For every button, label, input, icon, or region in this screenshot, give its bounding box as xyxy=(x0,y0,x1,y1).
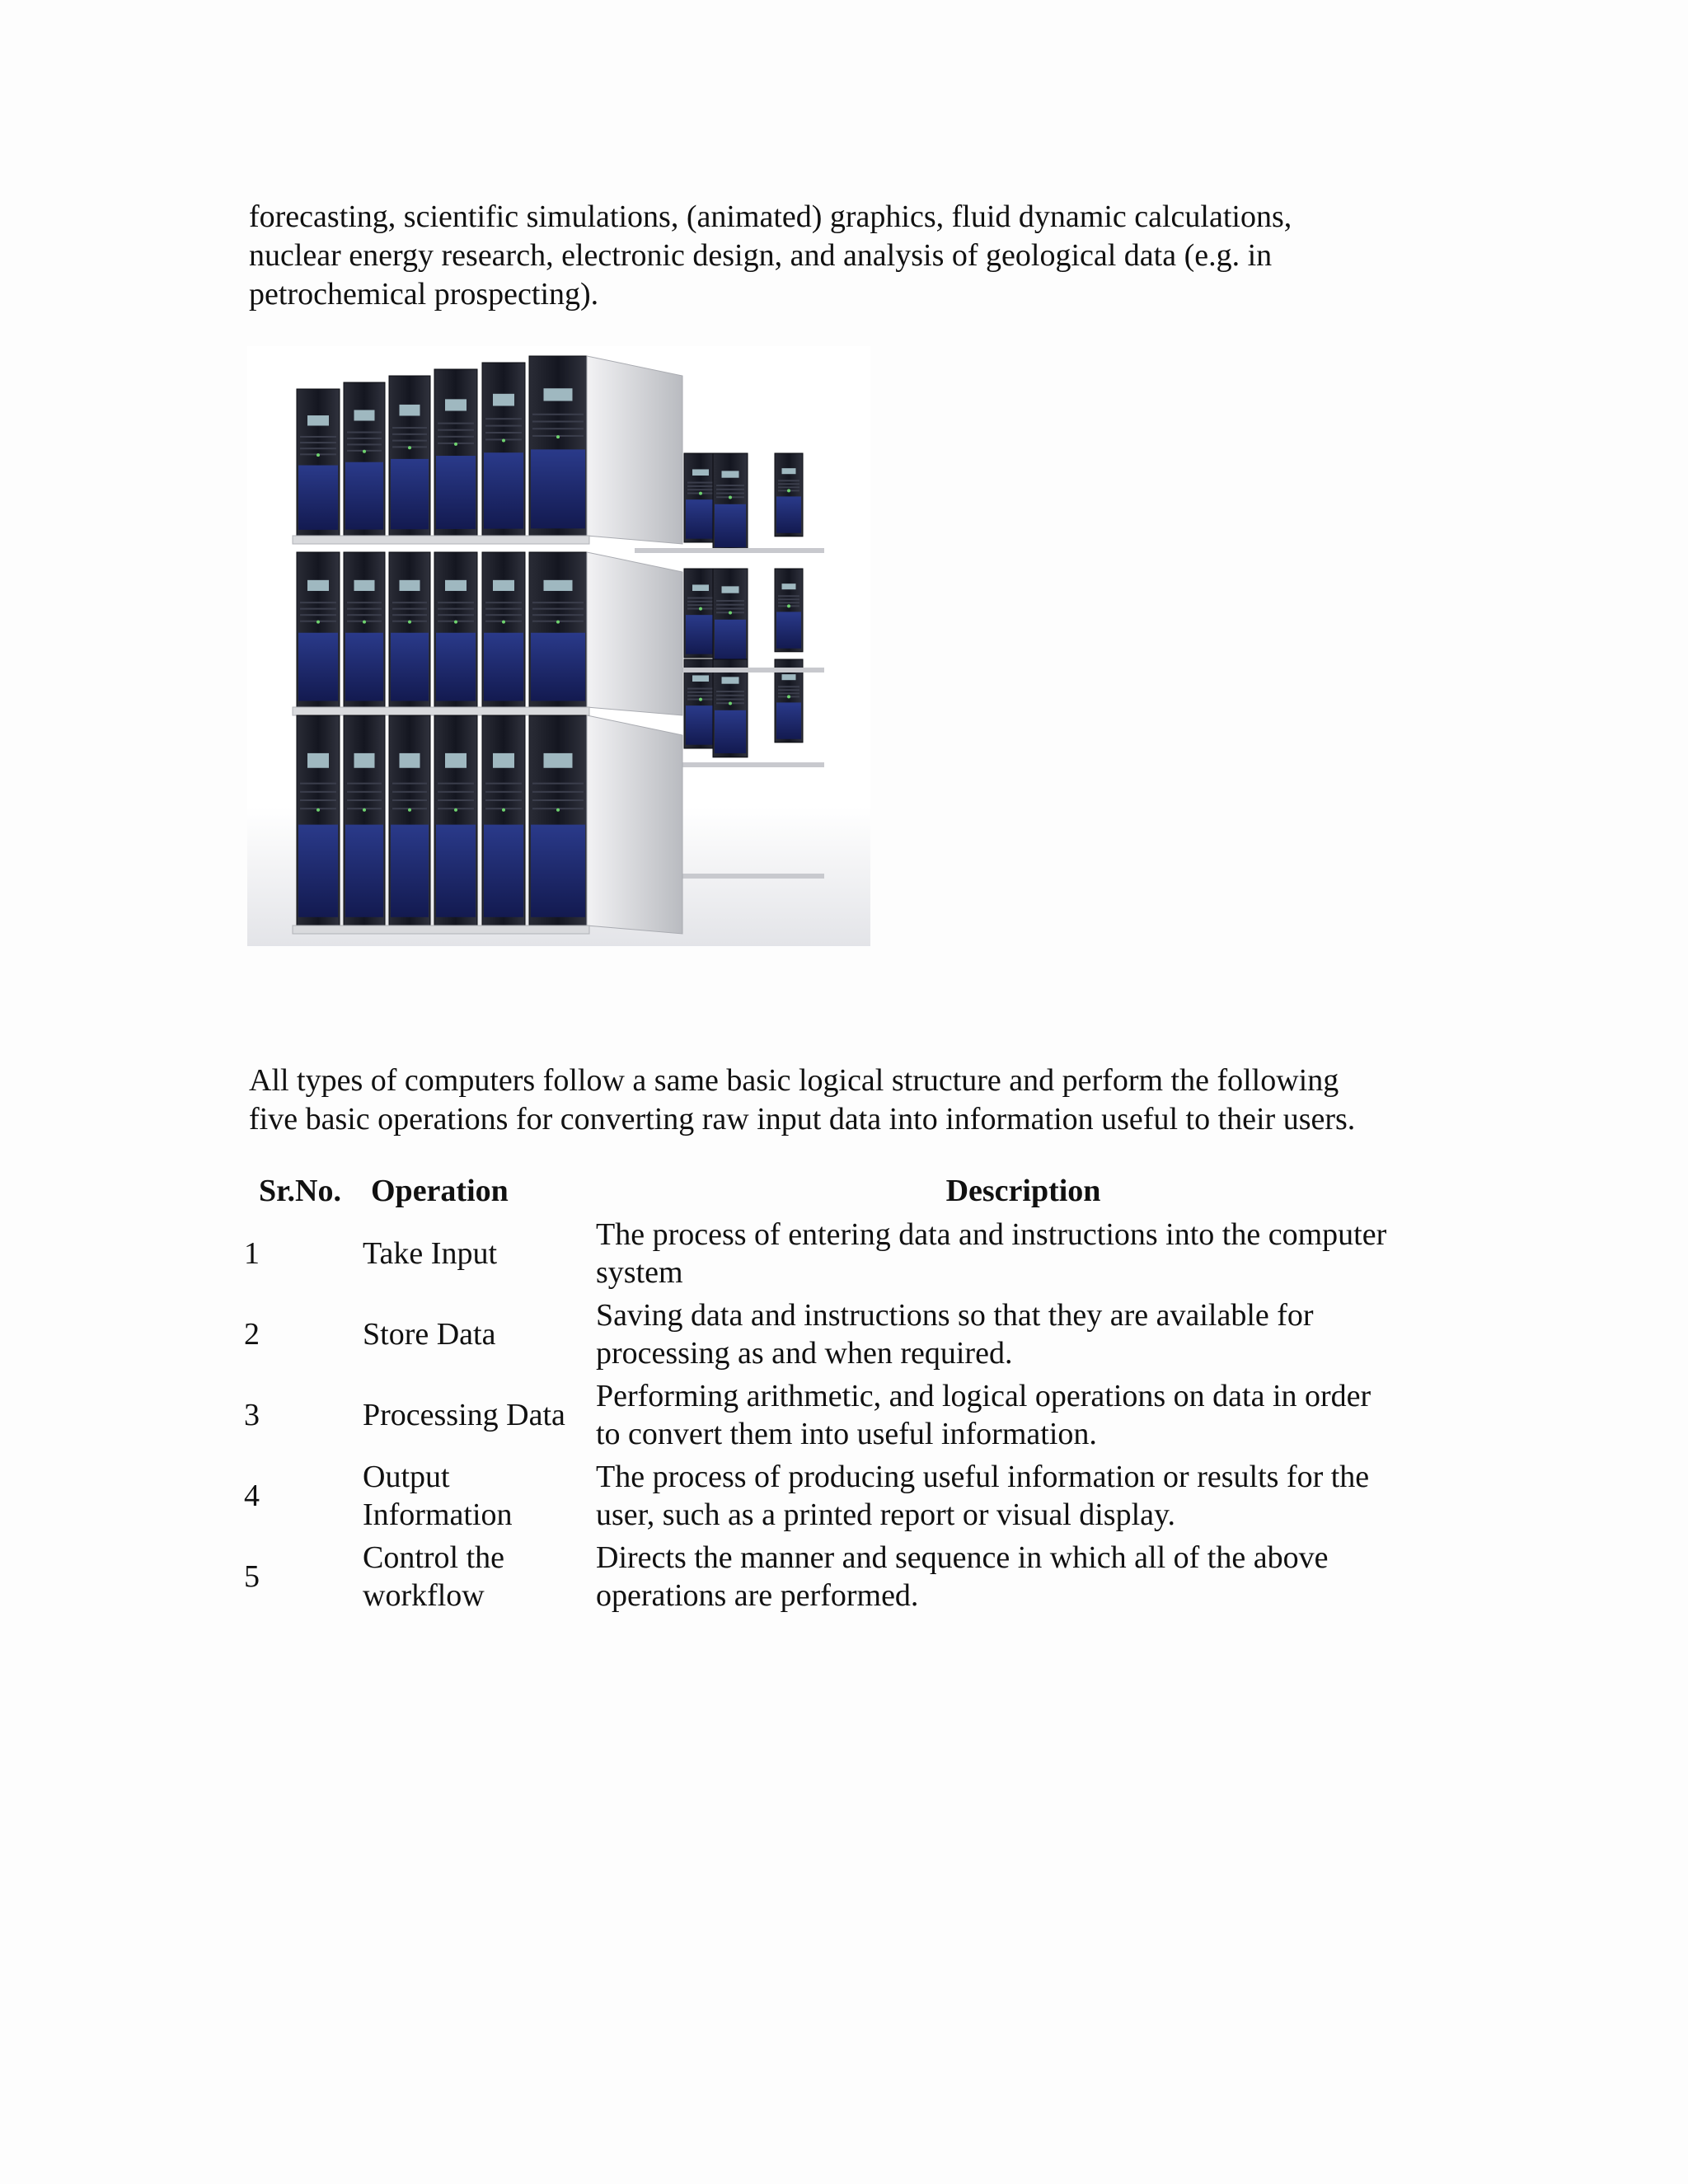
table-row xyxy=(239,1375,1451,1455)
rack-side-panel xyxy=(587,715,682,934)
table-row xyxy=(239,1455,1451,1536)
row-sr-no: 1 xyxy=(244,1236,260,1271)
server-tower xyxy=(344,552,385,707)
server-tower xyxy=(684,453,717,542)
server-tower xyxy=(529,552,587,707)
rack-shelf xyxy=(293,926,589,934)
server-tower xyxy=(389,552,430,707)
intro-paragraph xyxy=(249,198,1485,314)
server-tower xyxy=(713,453,748,551)
server-tower xyxy=(389,715,430,926)
rack-side-panel xyxy=(587,356,682,544)
row-operation xyxy=(363,1315,596,1353)
header-description: Description xyxy=(945,1174,1101,1208)
rack-side-panel xyxy=(587,552,682,715)
supercomputer-image xyxy=(247,346,870,946)
table-header xyxy=(239,1172,1451,1213)
rack-shelf xyxy=(293,707,589,715)
server-tower xyxy=(482,552,525,707)
row-operation xyxy=(363,1235,596,1272)
server-racks-illustration xyxy=(247,346,870,946)
structure-paragraph xyxy=(249,1062,1485,1139)
operation-line: workflow xyxy=(363,1578,485,1613)
server-tower xyxy=(482,715,525,926)
row-description xyxy=(596,1296,1451,1372)
description-line: system xyxy=(596,1255,683,1290)
server-tower xyxy=(434,715,477,926)
server-tower xyxy=(684,569,717,658)
description-line: The process of entering data and instructions into the computer xyxy=(596,1217,1387,1252)
row-description xyxy=(596,1539,1451,1615)
structure-line: five basic operations for converting raw input data into information useful to their users. xyxy=(249,1102,1356,1137)
intro-line: forecasting, scientific simulations, (animated) graphics, fluid dynamic calculations, xyxy=(249,199,1292,234)
description-line: Directs the manner and sequence in which all of the above xyxy=(596,1540,1329,1575)
description-line: to convert them into useful information. xyxy=(596,1417,1097,1451)
row-operation xyxy=(363,1458,596,1534)
row-sr-no: 3 xyxy=(244,1398,260,1432)
structure-line: All types of computers follow a same basic logical structure and perform the following xyxy=(249,1063,1339,1098)
server-tower xyxy=(713,569,748,667)
row-description xyxy=(596,1377,1451,1453)
server-tower xyxy=(684,659,717,748)
row-operation xyxy=(363,1396,596,1434)
table-row xyxy=(239,1294,1451,1375)
server-tower xyxy=(297,389,340,536)
row-operation xyxy=(363,1539,596,1615)
row-sr-no: 5 xyxy=(244,1559,260,1594)
description-line: Performing arithmetic, and logical operations on data in order xyxy=(596,1379,1372,1413)
server-tower xyxy=(297,552,340,707)
row-description xyxy=(596,1216,1451,1291)
server-tower xyxy=(389,376,430,536)
operation-line: Information xyxy=(363,1497,513,1532)
row-sr-no: 2 xyxy=(244,1317,260,1352)
server-tower xyxy=(529,715,587,926)
server-tower xyxy=(713,659,748,757)
row-description xyxy=(596,1458,1451,1534)
server-tower xyxy=(775,453,803,537)
description-line: operations are performed. xyxy=(596,1578,919,1613)
operations-table xyxy=(239,1172,1451,1617)
description-line: user, such as a printed report or visual display. xyxy=(596,1497,1176,1532)
server-tower xyxy=(434,552,477,707)
rack-rail xyxy=(635,548,824,553)
table-row xyxy=(239,1213,1451,1294)
intro-line: petrochemical prospecting). xyxy=(249,277,599,312)
operation-line: Control the xyxy=(363,1540,505,1575)
operation-line: Output xyxy=(363,1460,450,1494)
table-row xyxy=(239,1536,1451,1617)
operation-line: Take Input xyxy=(363,1236,498,1271)
server-tower xyxy=(297,715,340,926)
operation-line: Store Data xyxy=(363,1317,496,1352)
description-line: Saving data and instructions so that they are available for xyxy=(596,1298,1314,1333)
header-sr-no: Sr.No. xyxy=(259,1174,341,1208)
server-tower xyxy=(434,369,477,536)
server-tower xyxy=(344,382,385,536)
description-line: The process of producing useful information or results for the xyxy=(596,1460,1370,1494)
rack-shelf xyxy=(293,536,589,544)
description-line: processing as and when required. xyxy=(596,1336,1013,1371)
operation-line: Processing Data xyxy=(363,1398,565,1432)
server-tower xyxy=(529,356,587,536)
server-tower xyxy=(775,569,803,652)
server-tower xyxy=(344,715,385,926)
intro-line: nuclear energy research, electronic design, and analysis of geological data (e.g. in xyxy=(249,238,1273,273)
header-operation: Operation xyxy=(371,1174,509,1208)
server-tower xyxy=(482,363,525,536)
row-sr-no: 4 xyxy=(244,1479,260,1513)
